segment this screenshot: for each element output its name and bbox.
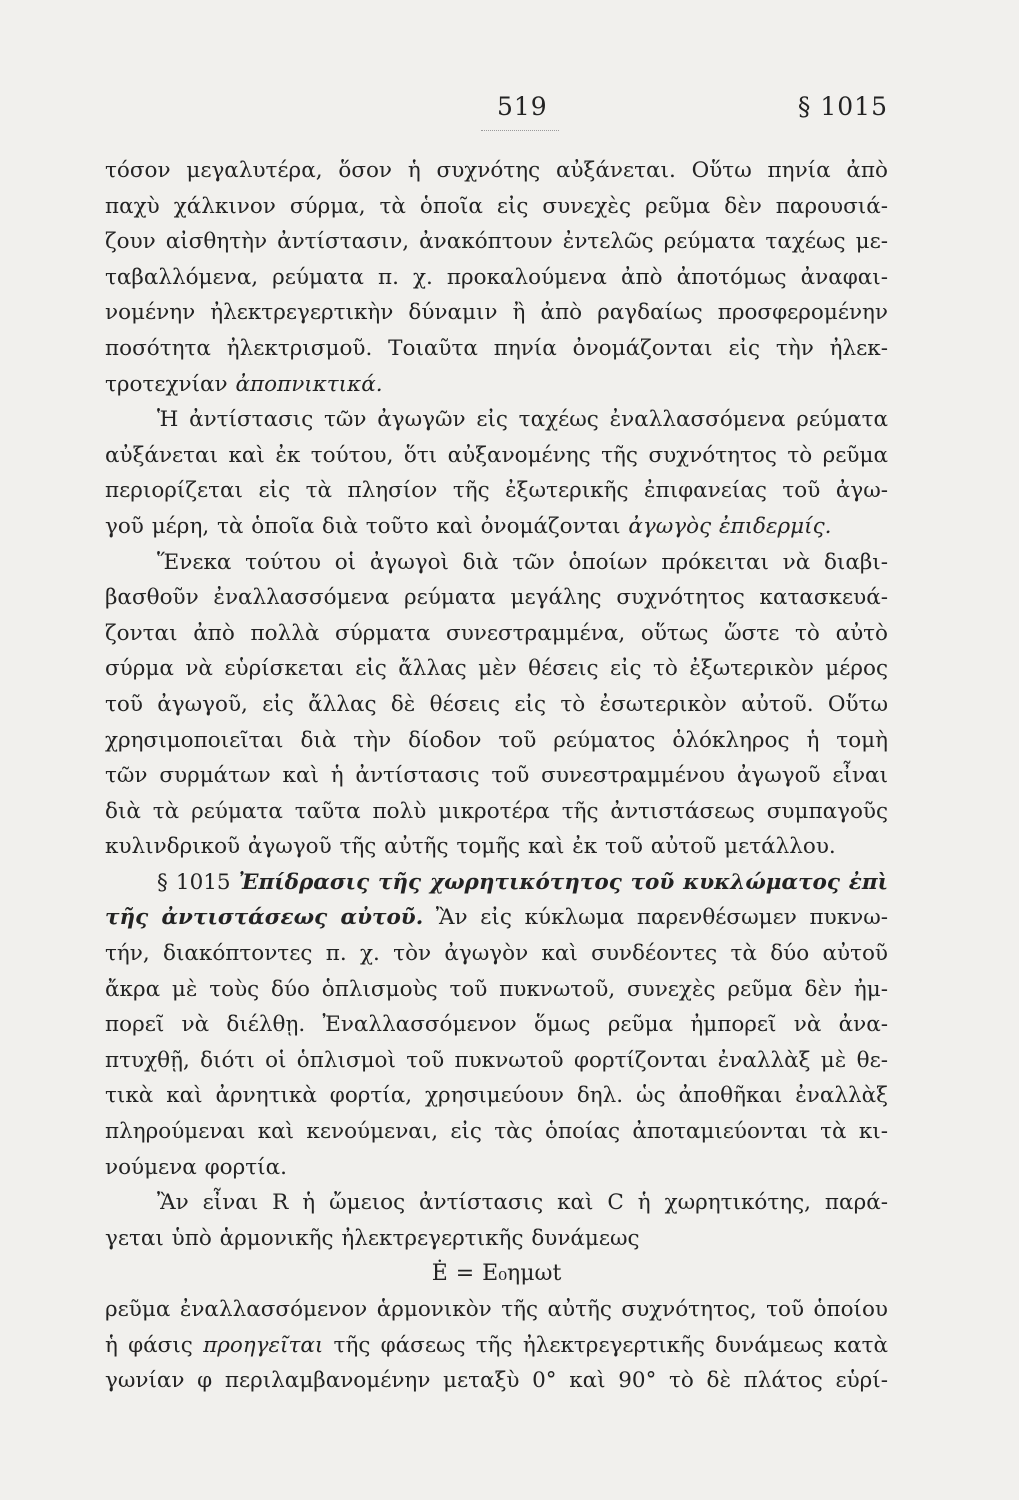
text-line: Ἡ ἀντίστασις τῶν ἀγωγῶν εἰς ταχέως ἐναλλασσόμενα ρεύματα — [157, 407, 888, 433]
text-line: Ἂν εἶναι R ἡ ὤμειος ἀντίστασις καὶ C ἡ χωρητικότης, παρά- — [157, 1190, 888, 1216]
text-line: ζουν αἰσθητὴν ἀντίστασιν, ἀνακόπτουν ἐντελῶς ρεύματα ταχέως με- — [105, 229, 888, 255]
text-line: ρεῦμα ἐναλλασσόμενον ἁρμονικὸν τῆς αὐτῆς συχνότητος, τοῦ ὁποίου — [105, 1297, 888, 1322]
text-line: σύρμα νὰ εὑρίσκεται εἰς ἄλλας μὲν θέσεις εἰς τὸ ἐξωτερικὸν μέρος — [105, 656, 888, 682]
text-run: τροτεχνίαν — [105, 371, 236, 397]
text-line: ποσότητα ἠλεκτρισμοῦ. Τοιαῦτα πηνία ὀνομάζονται εἰς τὴν ἠλεκ- — [105, 335, 888, 361]
text-line: αὐξάνεται καὶ ἐκ τούτου, ὅτι αὐξανομένης τῆς συχνότητος τὸ ρεῦμα — [105, 442, 888, 468]
section-title: Ἐπίδρασις τῆς χωρητικότητος τοῦ κυκλώματος ἐπὶ — [238, 869, 888, 895]
italic-term: ἀγωγὸς ἐπιδερμίς. — [628, 513, 832, 539]
text-line: περιορίζεται εἰς τὰ πλησίον τῆς ἐξωτερικῆς ἐπιφανείας τοῦ ἀγω- — [105, 478, 888, 504]
text-line: τόσον μεγαλυτέρα, ὅσον ἡ συχνότης αὐξάνεται. Οὕτω πηνία ἀπὸ — [105, 158, 888, 183]
text-line: παχὺ χάλκινον σύρμα, τὰ ὁποῖα εἰς συνεχὲς ρεῦμα δὲν παρουσιά- — [105, 193, 888, 219]
text-line: γωνίαν φ περιλαμβανομένην μεταξὺ 0° καὶ 90° τὸ δὲ πλάτος εὑρί- — [105, 1368, 888, 1394]
body-text — [105, 153, 888, 1399]
section-label: § 1015 — [157, 869, 231, 895]
text-line: νούμενα φορτία. — [105, 1154, 287, 1180]
text-line: κυλινδρικοῦ ἀγωγοῦ τῆς αὐτῆς τομῆς καὶ ἐκ τοῦ αὐτοῦ μετάλλου. — [105, 834, 836, 860]
text-line: ταβαλλόμενα, ρεύματα π. χ. προκαλούμενα ἀπὸ ἀποτόμως ἀναφαι- — [105, 264, 888, 290]
text-line: τοῦ ἀγωγοῦ, εἰς ἄλλας δὲ θέσεις εἰς τὸ ἐσωτερικὸν αὐτοῦ. Οὕτω — [105, 691, 888, 717]
section-title-continued: τῆς ἀντιστάσεως αὐτοῦ. — [105, 905, 424, 931]
text-line: νομένην ἠλεκτρεγερτικὴν δύναμιν ἢ ἀπὸ ραγδαίως προσφερομένην — [105, 300, 888, 326]
text-line — [105, 367, 888, 403]
text-line — [105, 1328, 888, 1364]
text-run: γοῦ μέρη, τὰ ὁποῖα διὰ τοῦτο καὶ ὀνομάζονται — [105, 513, 629, 539]
text-line: πληρούμεναι καὶ κενούμεναι, εἰς τὰς ὁποίας ἀποταμιεύονται τὰ κι- — [105, 1119, 888, 1145]
page-number-underline — [481, 130, 559, 131]
italic-term: ἀποπνικτικά. — [235, 371, 383, 397]
page-number: 519 — [497, 92, 548, 121]
text-line: τήν, διακόπτοντες π. χ. τὸν ἀγωγὸν καὶ συνδέοντες τὰ δύο αὐτοῦ — [105, 941, 888, 967]
text-run: τῆς φάσεως τῆς ἠλεκτρεγερτικῆς δυνάμεως κατὰ — [323, 1332, 888, 1358]
running-section-number: § 1015 — [797, 92, 888, 121]
text-line — [105, 509, 888, 545]
text-line: ζονται ἀπὸ πολλὰ σύρματα συνεστραμμένα, οὕτως ὥστε τὸ αὐτὸ — [105, 620, 888, 646]
text-line — [105, 900, 888, 936]
text-line: πτυχθῇ, διότι οἱ ὁπλισμοὶ τοῦ πυκνωτοῦ φορτίζονται ἐναλλὰξ μὲ θε- — [105, 1047, 888, 1073]
italic-term: προηγεῖται — [203, 1332, 324, 1358]
text-line: χρησιμοποιεῖται διὰ τὴν δίοδον τοῦ ρεύματος ὁλόκληρος ἡ τομὴ — [105, 727, 888, 753]
text-line: διὰ τὰ ρεύματα ταῦτα πολὺ μικροτέρα τῆς ἀντιστάσεως συμπαγοῦς — [105, 798, 888, 824]
text-line: γεται ὑπὸ ἁρμονικῆς ἠλεκτρεγερτικῆς δυνάμεως — [105, 1225, 640, 1251]
text-line: ἄκρα μὲ τοὺς δύο ὁπλισμοὺς τοῦ πυκνωτοῦ, συνεχὲς ρεῦμα δὲν ἠμ- — [105, 976, 888, 1002]
equation: Ė = E₀ημωt — [431, 1261, 562, 1287]
text-line: τῶν συρμάτων καὶ ἡ ἀντίστασις τοῦ συνεστραμμένου ἀγωγοῦ εἶναι — [105, 763, 888, 789]
text-line: τικὰ καὶ ἀρνητικὰ φορτία, χρησιμεύουν δηλ. ὡς ἀποθῆκαι ἐναλλὰξ — [105, 1083, 888, 1109]
page-header — [0, 92, 1019, 132]
section-heading-line — [105, 865, 888, 901]
text-line: πορεῖ νὰ διέλθῃ. Ἐναλλασσόμενον ὅμως ρεῦμα ἠμπορεῖ νὰ ἀνα- — [105, 1012, 888, 1038]
text-line: Ἕνεκα τούτου οἱ ἀγωγοὶ διὰ τῶν ὁποίων πρόκειται νὰ διαβι- — [157, 549, 888, 575]
text-line: βασθοῦν ἐναλλασσόμενα ρεύματα μεγάλης συχνότητος κατασκευά- — [105, 585, 888, 611]
text-run: ἡ φάσις — [105, 1332, 204, 1358]
text-run: Ἂν εἰς κύκλωμα παρενθέσωμεν πυκνω- — [423, 905, 888, 931]
